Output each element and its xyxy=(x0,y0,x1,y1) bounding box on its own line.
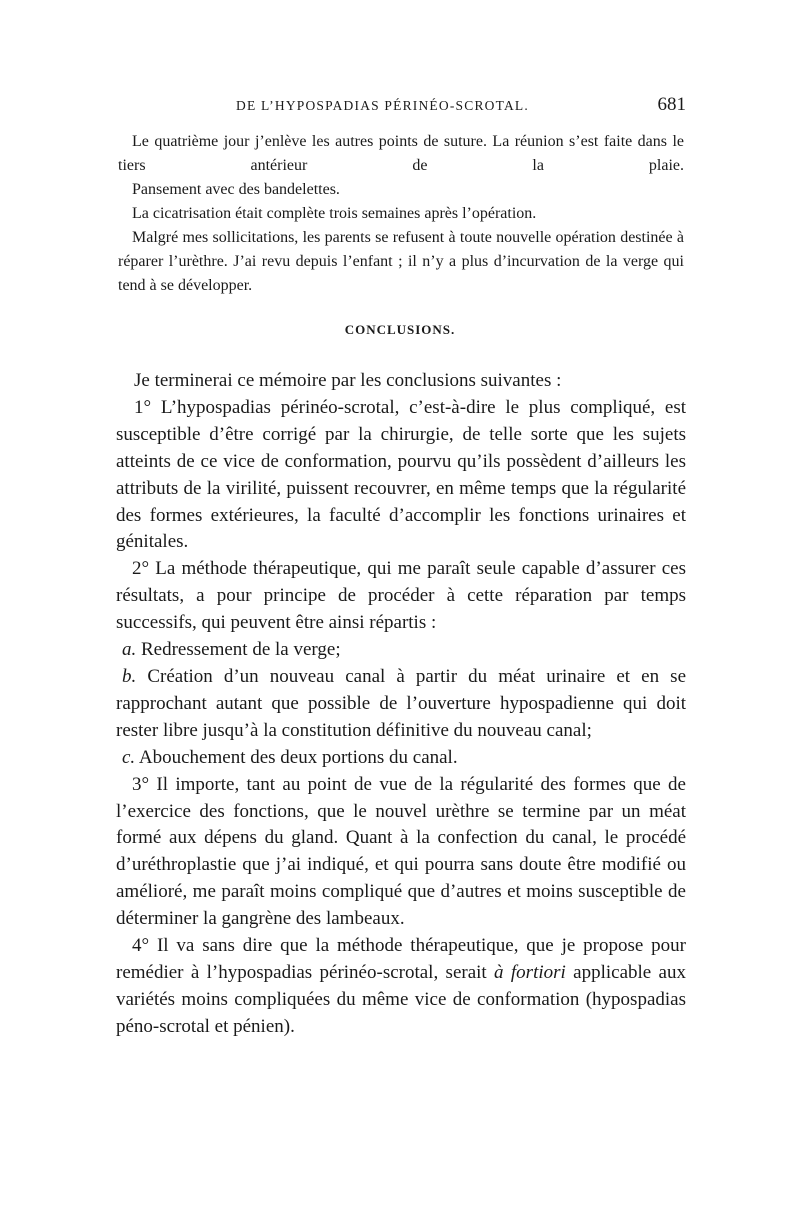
list-marker: b. xyxy=(122,665,137,687)
list-item-text: Redressement de la verge; xyxy=(136,639,341,661)
list-item-a xyxy=(116,637,686,664)
list-item-b xyxy=(116,664,686,745)
list-marker: a. xyxy=(122,639,137,661)
list-item-text: Création d’un nouveau canal à partir du méat urinaire et en se rapprochant autant que possible de l’ouverture hypospadienne qui doit rester libre jusqu’à la constitution définitive du nouveau canal; xyxy=(116,665,686,741)
running-title: DE L’HYPOSPADIAS PÉRINÉO-SCROTAL. xyxy=(236,98,529,113)
section-heading: CONCLUSIONS. xyxy=(344,322,456,337)
page-number: 681 xyxy=(657,94,686,115)
case-notes xyxy=(118,130,684,298)
case-note-paragraph: Le quatrième jour j’enlève les autres points de suture. La réunion s’est faite dans le tiers antérieur de la plaie. xyxy=(118,133,684,174)
running-head xyxy=(118,96,686,120)
conclusion-3: 3° Il importe, tant au point de vue de la régularité des formes que de l’exercice des fonctions, que le nouvel urèthre se termine par un méat formé aux dépens du gland. Quant à la confection du canal, le procédé d’uréthroplastie que j’ai indiqué, et qui pourra sans doute être modifié ou amélioré, me paraît moins compliqué que d’autres et moins susceptible de déterminer la gangrène des lambeaux. xyxy=(116,773,686,930)
case-note-paragraph: La cicatrisation était complète trois semaines après l’opération. xyxy=(132,205,537,222)
conclusion-1: 1° L’hypospadias périnéo-scrotal, c’est-à-dire le plus compliqué, est susceptible d’être corrigé par la chirurgie, de telle sorte que les sujets atteints de ce vice de conformation, pourvu qu’ils possèdent d’ailleurs les attributs de la virilité, puissent recouvrer, en même temps que la régularité des formes extérieures, la faculté d’accomplir les fonctions urinaires et génitales. xyxy=(116,396,686,553)
conclusions-intro: Je terminerai ce mémoire par les conclusions suivantes : xyxy=(134,370,562,391)
italic-phrase: à fortiori xyxy=(494,961,566,983)
conclusion-4 xyxy=(116,933,686,1041)
conclusion-4-text: 4° Il va sans dire que la méthode thérapeutique, que je propose pour remédier à l’hypospadias périnéo-scrotal, serait xyxy=(116,935,686,983)
conclusions-body xyxy=(116,368,686,1041)
conclusion-4-text-end: applicable aux variétés moins compliquées du même vice de conformation (hypospadias péno-scrotal et pénien). xyxy=(116,961,686,1037)
case-note-paragraph: Malgré mes sollicitations, les parents se refusent à toute nouvelle opération destinée à réparer l’urèthre. J’ai revu depuis l’enfant ; il n’y a plus d’incurvation de la verge qui tend à se développer. xyxy=(118,229,684,294)
case-note-paragraph: Pansement avec des bandelettes. xyxy=(132,181,340,198)
conclusion-2: 2° La méthode thérapeutique, qui me paraît seule capable d’assurer ces résultats, a pour principe de procéder à cette réparation par temps successifs, qui peuvent être ainsi répartis : xyxy=(116,558,686,634)
list-marker: c. xyxy=(122,746,136,768)
list-item-text: Abouchement des deux portions du canal. xyxy=(135,746,458,768)
list-item-c xyxy=(116,745,686,772)
